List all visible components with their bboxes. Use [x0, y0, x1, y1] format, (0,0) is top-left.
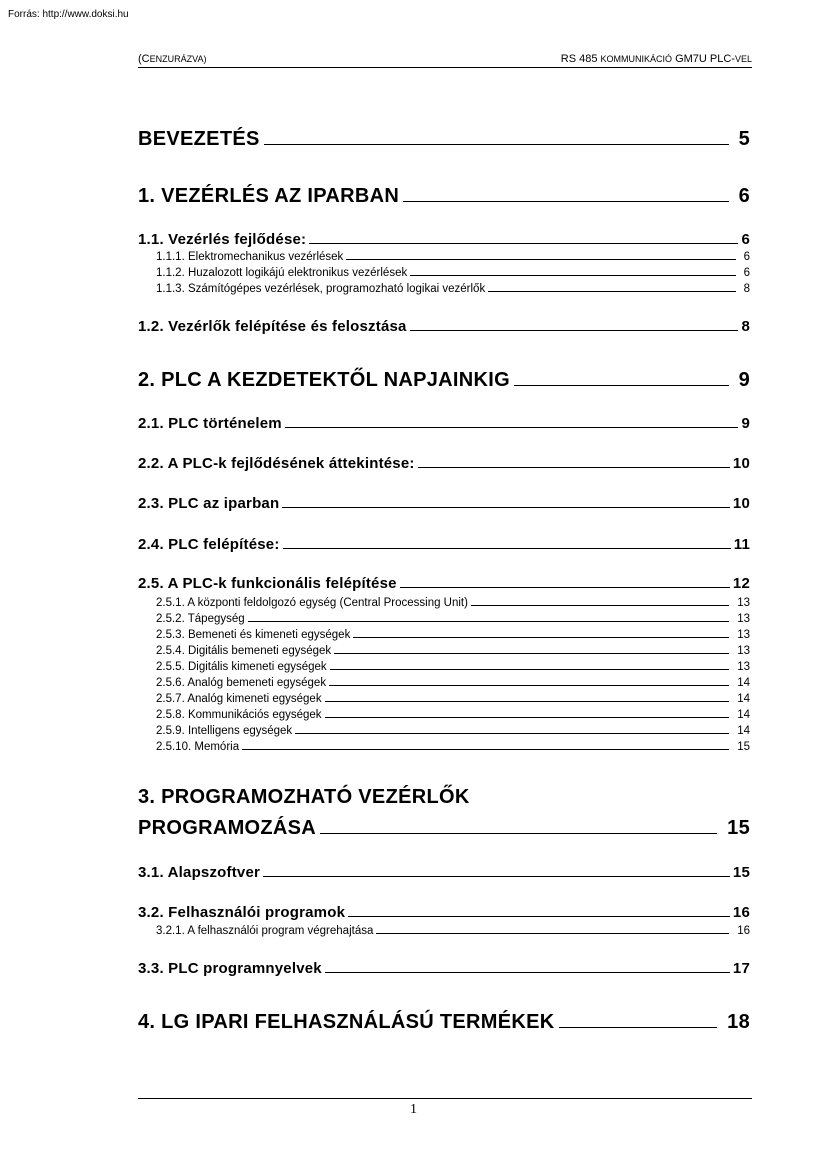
toc-entry-2-5-10[interactable]: 2.5.10. Memória 15	[156, 741, 750, 753]
source-label: Forrás: http://www.doksi.hu	[8, 9, 129, 20]
toc-entry-3-2[interactable]: 3.2. Felhasználói programok 16	[138, 904, 750, 921]
toc-entry-2-1[interactable]: 2.1. PLC történelem 9	[138, 415, 750, 432]
toc-entry-2-5-2[interactable]: 2.5.2. Tápegység 13	[156, 613, 750, 625]
toc-entry-1-1-3[interactable]: 1.1.3. Számítógépes vezérlések, programozható logikai vezérlők 8	[156, 283, 750, 295]
toc-entry-2-5-8[interactable]: 2.5.8. Kommunikációs egységek 14	[156, 709, 750, 721]
toc-entry-1-1-2[interactable]: 1.1.2. Huzalozott logikájú elektronikus vezérlések 6	[156, 267, 750, 279]
toc-entry-2-3[interactable]: 2.3. PLC az iparban 10	[138, 495, 750, 512]
footer-divider	[138, 1098, 752, 1099]
toc-entry-2-5-9[interactable]: 2.5.9. Intelligens egységek 14	[156, 725, 750, 737]
toc-entry-3-2-1[interactable]: 3.2.1. A felhasználói program végrehajtása 16	[156, 925, 750, 937]
toc-entry-bevezetes[interactable]: BEVEZETÉS 5	[138, 128, 750, 150]
header-right: RS 485 KOMMUNIKÁCIÓ GM7U PLC-VEL	[560, 53, 752, 65]
toc-entry-2-5[interactable]: 2.5. A PLC-k funkcionális felépítése 12	[138, 575, 750, 592]
toc-entry-2-5-7[interactable]: 2.5.7. Analóg kimeneti egységek 14	[156, 693, 750, 705]
page-header	[138, 53, 752, 68]
toc-entry-2-5-6[interactable]: 2.5.6. Analóg bemeneti egységek 14	[156, 677, 750, 689]
toc-entry-2[interactable]: 2. PLC A KEZDETEKTŐL NAPJAINKIG 9	[138, 369, 750, 391]
header-left: (CENZURÁZVA)	[138, 53, 207, 65]
toc-entry-1-1[interactable]: 1.1. Vezérlés fejlődése: 6	[138, 231, 750, 248]
toc-entry-2-5-4[interactable]: 2.5.4. Digitális bemeneti egységek 13	[156, 645, 750, 657]
toc-entry-1[interactable]: 1. VEZÉRLÉS AZ IPARBAN 6	[138, 185, 750, 207]
toc-entry-4[interactable]: 4. LG IPARI FELHASZNÁLÁSÚ TERMÉKEK 18	[138, 1011, 750, 1033]
toc-entry-2-5-5[interactable]: 2.5.5. Digitális kimeneti egységek 13	[156, 661, 750, 673]
toc-entry-2-4[interactable]: 2.4. PLC felépítése: 11	[138, 536, 750, 553]
toc-entry-1-1-1[interactable]: 1.1.1. Elektromechanikus vezérlések 6	[156, 251, 750, 263]
toc-entry-3-line1[interactable]: 3. PROGRAMOZHATÓ VEZÉRLŐK	[138, 786, 470, 808]
toc-entry-1-2[interactable]: 1.2. Vezérlők felépítése és felosztása 8	[138, 318, 750, 335]
toc-entry-2-2[interactable]: 2.2. A PLC-k fejlődésének áttekintése: 10	[138, 455, 750, 472]
toc-entry-3-3[interactable]: 3.3. PLC programnyelvek 17	[138, 960, 750, 977]
toc-entry-2-5-1[interactable]: 2.5.1. A központi feldolgozó egység (Central Processing Unit) 13	[156, 597, 750, 609]
page-number: 1	[410, 1102, 417, 1117]
toc-entry-2-5-3[interactable]: 2.5.3. Bemeneti és kimeneti egységek 13	[156, 629, 750, 641]
toc-entry-3-1[interactable]: 3.1. Alapszoftver 15	[138, 864, 750, 881]
toc-entry-3[interactable]: PROGRAMOZÁSA 15	[138, 817, 750, 839]
